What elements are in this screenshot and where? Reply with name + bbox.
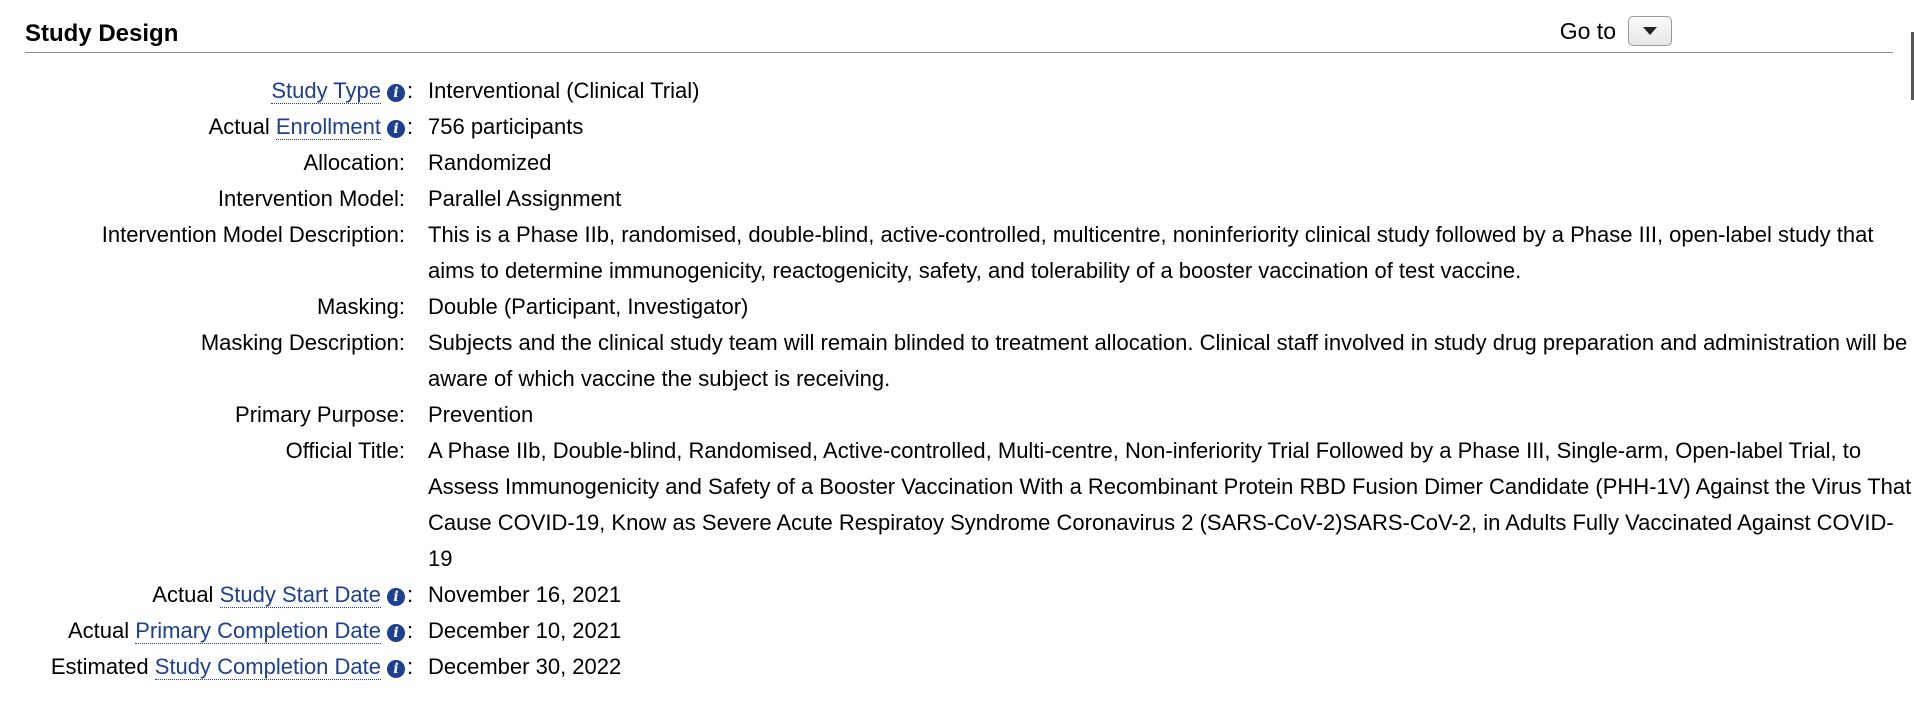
colon-spacer (405, 181, 428, 217)
goto-label: Go to (1559, 17, 1616, 44)
row-primary-completion-date (25, 613, 1913, 649)
info-icon[interactable]: i (387, 84, 405, 102)
enrollment-link[interactable]: Enrollment (275, 114, 381, 139)
field-value: Double (Participant, Investigator) (428, 294, 749, 319)
colon: : (407, 582, 414, 607)
row-study-type (25, 73, 1913, 109)
colon-spacer (405, 325, 428, 397)
goto-control (1560, 16, 1672, 46)
field-value: This is a Phase IIb, randomised, double-blind, active-controlled, multicentre, noninferiority clinical study followed by a Phase III, open-label study that aims to determine immunogenicity, reactogenicity, safety, and tolerability of a booster vaccination of test vaccine. (428, 222, 1874, 283)
row-study-completion-date (25, 649, 1913, 685)
study-completion-prefix: Estimated (50, 654, 149, 679)
row-official-title (25, 433, 1913, 577)
field-value: November 16, 2021 (428, 582, 622, 607)
field-value: A Phase IIb, Double-blind, Randomised, Active-controlled, Multi-centre, Non-inferiority Trial Followed by a Phase III, Single-arm, Open-label Trial, to Assess Immunogenicity and Safety of a Booster Vaccination With a Recombinant Protein RBD Fusion Dimer Candidate (PHH-1V) Against the Virus That Cause COVID-19, Know as Severe Acute Respiratoy Syndrome Coronavirus 2 (SARS-CoV-2)SARS-CoV-2, in Adults Fully Vaccinated Against COVID-19 (428, 438, 1912, 571)
start-date-prefix: Actual (152, 582, 214, 607)
field-value: December 10, 2021 (428, 618, 622, 643)
field-label: Intervention Model Description: (101, 222, 405, 247)
row-intervention-model-description (25, 217, 1913, 289)
goto-dropdown-button[interactable] (1628, 16, 1672, 46)
field-label: Official Title: (285, 438, 405, 463)
field-label: Intervention Model: (217, 186, 405, 211)
row-allocation (25, 145, 1913, 181)
primary-completion-prefix: Actual (67, 618, 130, 643)
row-masking (25, 289, 1913, 325)
colon: : (407, 114, 414, 139)
colon-spacer (405, 433, 428, 577)
field-label (25, 73, 405, 109)
field-value: Randomized (428, 150, 552, 175)
caret-down-icon (1643, 27, 1657, 35)
field-label (25, 649, 405, 685)
study-completion-date-link[interactable]: Study Completion Date (154, 654, 381, 679)
field-label (25, 613, 405, 649)
colon-spacer (405, 217, 428, 289)
colon: : (407, 618, 414, 643)
row-study-start-date (25, 577, 1913, 613)
row-enrollment (25, 109, 1913, 145)
enrollment-prefix: Actual (208, 114, 270, 139)
row-masking-description (25, 325, 1913, 397)
info-icon[interactable]: i (387, 624, 405, 642)
row-primary-purpose (25, 397, 1913, 433)
field-label: Masking Description: (200, 330, 405, 355)
colon: : (407, 654, 414, 679)
row-intervention-model (25, 181, 1913, 217)
colon-spacer (405, 145, 428, 181)
colon-spacer (405, 397, 428, 433)
field-value: Parallel Assignment (428, 186, 622, 211)
field-label: Primary Purpose: (235, 402, 405, 427)
colon: : (407, 78, 414, 103)
info-icon[interactable]: i (387, 588, 405, 606)
field-value: Interventional (Clinical Trial) (428, 78, 700, 103)
colon-spacer (405, 289, 428, 325)
field-label (25, 577, 405, 613)
info-icon[interactable]: i (387, 120, 405, 138)
section-header (25, 12, 1893, 53)
study-design-table (25, 73, 1913, 685)
field-label: Masking: (316, 294, 405, 319)
field-value: 756 participants (428, 114, 584, 139)
primary-completion-date-link[interactable]: Primary Completion Date (135, 618, 381, 643)
section-title: Study Design (25, 20, 179, 47)
field-label: Allocation: (303, 150, 405, 175)
info-icon[interactable]: i (387, 660, 405, 678)
field-value: December 30, 2022 (428, 654, 622, 679)
study-type-link[interactable]: Study Type (271, 78, 381, 103)
study-start-date-link[interactable]: Study Start Date (219, 582, 381, 607)
field-label (25, 109, 405, 145)
field-value: Subjects and the clinical study team will remain blinded to treatment allocation. Clinical staff involved in study drug preparation and administration will be aware of which vaccine the subject is receiving. (428, 330, 1908, 391)
field-value: Prevention (428, 402, 534, 427)
